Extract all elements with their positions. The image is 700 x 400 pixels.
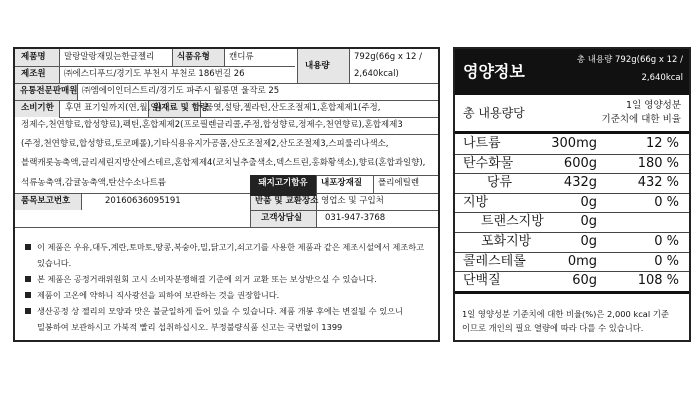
nutrition-column-header xyxy=(455,95,689,134)
bullet-square-icon xyxy=(25,244,31,250)
nutrient-daily-value-percent: 180 % xyxy=(637,155,679,171)
nutrient-name: 단백질 xyxy=(463,273,501,289)
nutrient-daily-value-percent: 0 % xyxy=(654,194,679,210)
nutrition-footnote-line1: 1일 영양성분 기준치에 대한 비율(%)은 2,000 kcal 기준 xyxy=(462,309,669,319)
bullet-square-icon xyxy=(25,276,31,282)
nutrient-daily-value-percent: 108 % xyxy=(637,273,679,289)
nutrient-daily-value-percent: 12 % xyxy=(645,136,679,151)
nutrition-facts-panel xyxy=(453,47,691,342)
notice-item: 본 제품은 공정거래위원회 고시 소비자분쟁해결 기준에 의거 교환 또는 보상받으실 수 있습니다. xyxy=(23,271,432,287)
nutrient-daily-value-percent: 432 % xyxy=(637,175,679,191)
notice-item: 제품이 고온에 약하니 직사광선을 피하여 보관하는 것을 권장합니다. xyxy=(23,287,432,303)
product-label-panel xyxy=(13,47,440,342)
per-total-label: 총 내용량당 xyxy=(463,106,525,120)
nutrient-amount: 0g xyxy=(580,234,597,249)
notice-item: 있습니다. xyxy=(37,258,72,268)
distributor-label: 유통전문판매원 xyxy=(20,86,78,96)
notice-item: 생산공정 상 젤리의 모양과 맛은 불균일하게 들어 있을 수 있습니다. 제품 개봉 후에는 변질될 수 있으니 xyxy=(23,303,432,319)
nutrient-amount: 60g xyxy=(572,273,597,289)
packaging-label: 내포장재질 xyxy=(321,178,363,188)
nutrient-row xyxy=(455,173,689,194)
expiry-label: 소비기한 xyxy=(21,103,54,113)
food-type-label: 식품유형 xyxy=(177,52,210,62)
nutrition-total-line1: 총 내용량 792g(66g x 12 / xyxy=(576,55,683,65)
dv-header-line2: 기준치에 대한 비율 xyxy=(601,114,681,125)
content-value-1: 792g(66g x 12 / xyxy=(354,52,422,62)
nutrient-row xyxy=(455,232,689,253)
nutrient-name: 포화지방 xyxy=(481,234,532,249)
bullet-square-icon xyxy=(25,292,31,298)
expiry: 후면 표기일까지(연,월,일) xyxy=(65,103,162,113)
content-label: 내용량 xyxy=(305,61,330,71)
nutrient-row xyxy=(455,252,689,273)
nutrition-total-line2: 2,640kcal xyxy=(641,73,683,83)
manufacturer-label: 제조원 xyxy=(21,69,46,79)
nutrient-row xyxy=(455,212,689,233)
nutrient-daily-value-percent: 0 % xyxy=(654,234,679,249)
ingredients-line: 석류농축액,감귤농축액,탄산수소나트륨 xyxy=(21,178,166,188)
ingredients-line: (주정,천연향료,합성향료,토코페롤),기타식용유지가공품,산도조절제2,산도조절제3,스피룰리나색소, xyxy=(21,139,389,149)
ingredients-line: 물엿,설탕,젤라틴,산도조절제1,혼합제제1(주정, xyxy=(205,103,381,113)
ingredients-line: 정제수,천연향료,합성향료),펙틴,혼합제제2(프로필렌글리콜,주정,합성향료,정제수,천연향료),혼합제제3 xyxy=(21,120,403,130)
consult-label: 고객상담실 xyxy=(261,213,303,223)
manufacturer: ㈜에스디푸드/경기도 부천시 부천로 186번길 26 xyxy=(64,69,245,79)
nutrient-name: 콜레스테롤 xyxy=(463,253,526,269)
notice-item: 밀봉하여 보관하시고 가북적 빨리 섭취하십시오. 부정불량식품 신고는 국번없이 1399 xyxy=(37,322,343,332)
nutrient-amount: 0g xyxy=(580,214,597,230)
distributor: ㈜엠에이인더스트리/경기도 파주시 월롱면 울작로 25 xyxy=(82,86,280,96)
nutrient-row xyxy=(455,154,689,175)
nutrient-name: 당류 xyxy=(487,175,513,191)
consult-phone: 031-947-3768 xyxy=(325,213,386,223)
ingredients-label: 원재료 및 함량 xyxy=(153,103,209,113)
nutrient-row xyxy=(455,271,689,294)
product-name: 말랑말랑재밌는한글젤리 xyxy=(64,52,155,62)
nutrient-row xyxy=(455,134,689,155)
notice-item: 이 제품은 우유,대두,계란,토마토,땅콩,복숭아,밀,닭고기,쇠고기를 사용한 제품과 같은 제조시설에서 제조하고 xyxy=(23,239,432,255)
report-number: 20160636095191 xyxy=(105,196,181,206)
nutrition-title: 영양정보 xyxy=(463,62,525,81)
nutrient-amount: 432g xyxy=(563,175,597,191)
nutrition-footnote-line2: 이므로 개인의 필요 열량에 따라 다를 수 있습니다. xyxy=(462,323,644,333)
report-number-label: 품목보고번호 xyxy=(21,196,71,206)
nutrient-name: 트랜스지방 xyxy=(481,214,544,230)
nutrient-name: 나트륨 xyxy=(463,136,501,151)
nutrient-amount: 0g xyxy=(580,194,597,210)
nutrient-daily-value-percent: 0 % xyxy=(654,253,679,269)
nutrient-name: 탄수화물 xyxy=(463,155,514,171)
dv-header-line1: 1일 영양성분 xyxy=(626,100,681,111)
nutrient-amount: 0mg xyxy=(567,253,597,269)
notice-list xyxy=(23,239,432,335)
exchange: 영업소 및 구입처 xyxy=(321,196,384,206)
nutrient-row xyxy=(455,193,689,214)
product-name-label: 제품명 xyxy=(21,52,46,62)
content-value-2: 2,640kcal) xyxy=(354,69,399,79)
exchange-label: 반품 및 교환장소 xyxy=(255,196,319,206)
bullet-square-icon xyxy=(25,308,31,314)
nutrient-amount: 300mg xyxy=(551,136,597,151)
ingredients-line: 블랙캐롯농축액,글리세린지방산에스테르,혼합제제4(코치닐추출색소,덱스트린,홍화황색소),향료(혼합과일향), xyxy=(21,158,426,168)
pork-allergen-badge: 돼지고기함유 xyxy=(250,175,316,196)
food-type: 캔디류 xyxy=(229,52,254,62)
packaging: 폴리에틸렌 xyxy=(378,178,420,188)
nutrition-header xyxy=(455,49,689,95)
nutrient-name: 지방 xyxy=(463,194,489,210)
nutrient-amount: 600g xyxy=(563,155,597,171)
